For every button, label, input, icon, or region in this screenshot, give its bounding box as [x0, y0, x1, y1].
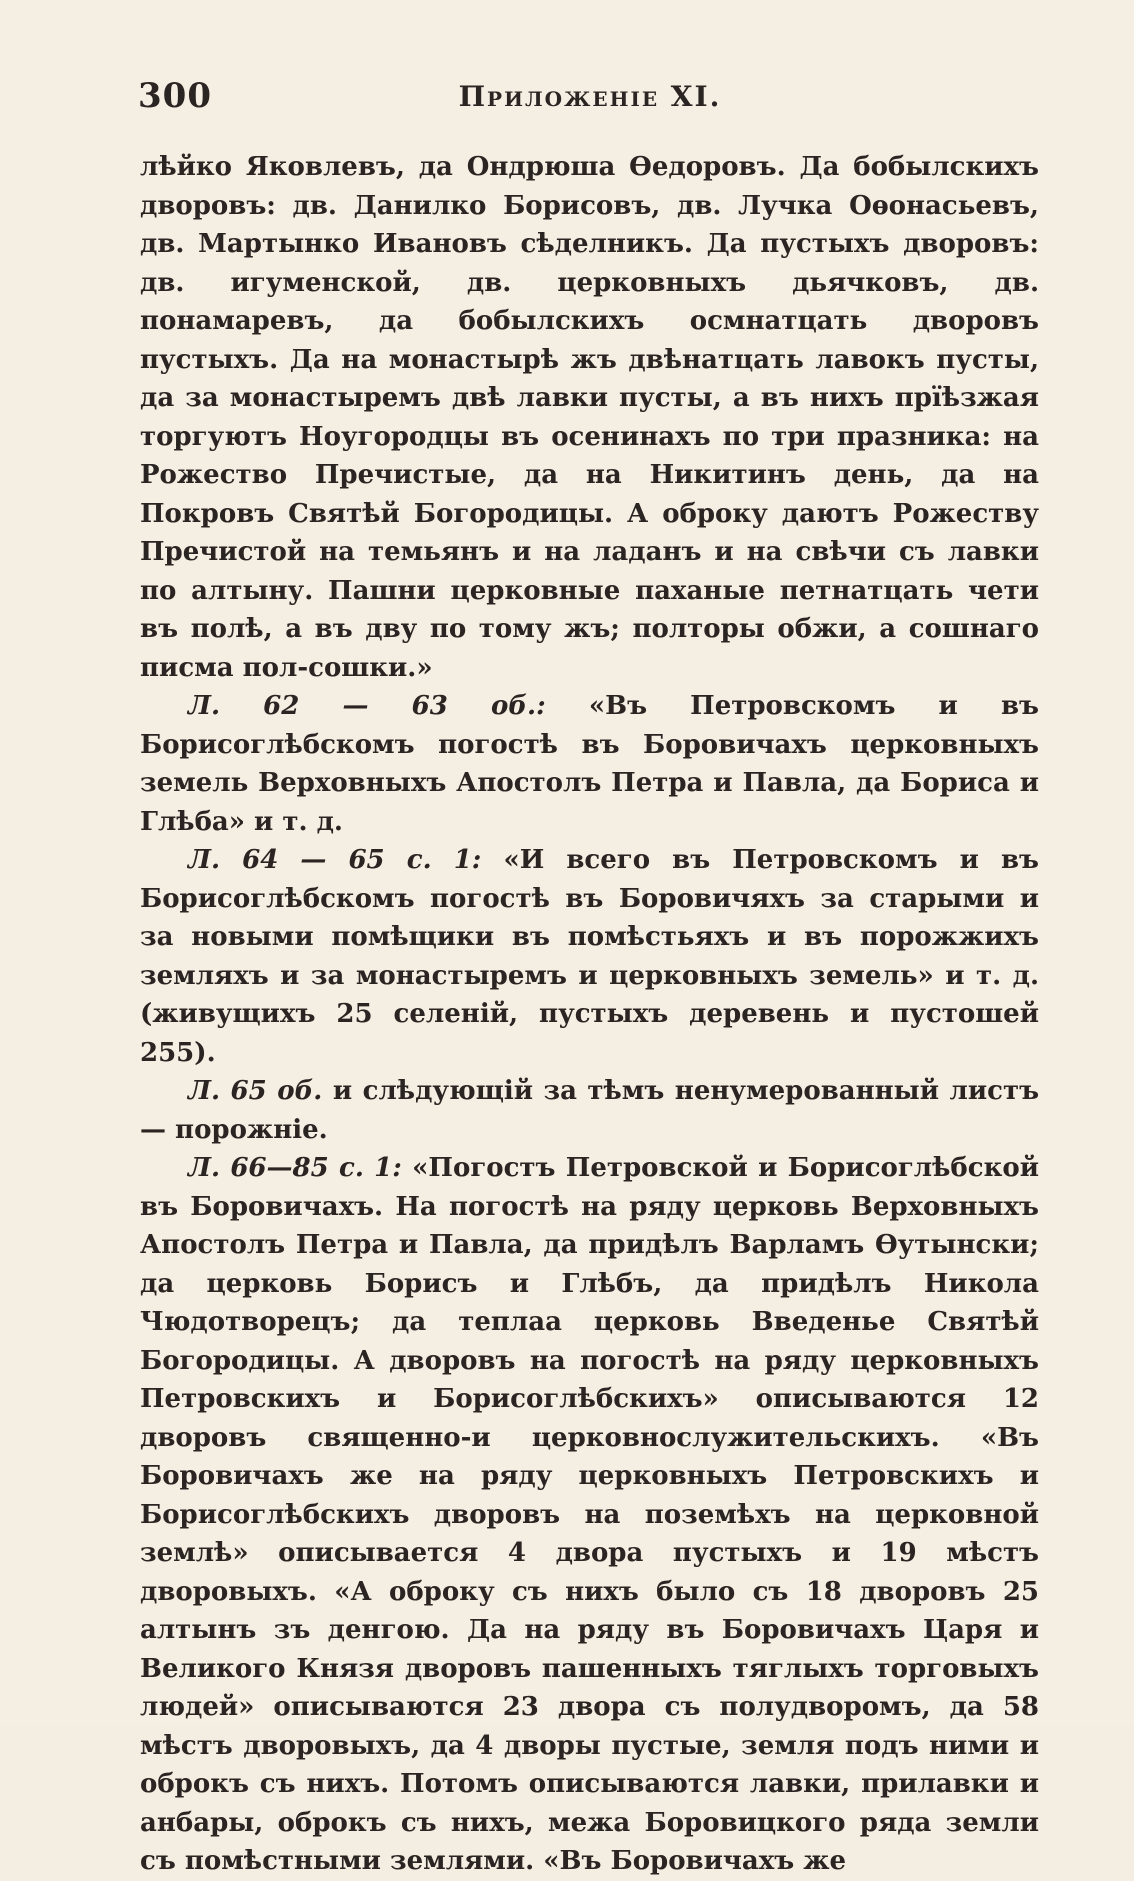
- paragraph-text: лѣйко Яковлевъ, да Ондрюша Ѳедоровъ. Да бобылскихъ дворовъ: дв. Данилко Борисовъ, дв. Лучка Оѳонасьевъ, дв. Мартынко Ивановъ сѣделникъ. Да пустыхъ дворовъ: дв. игуменской, дв. церковныхъ дьячковъ, дв. понамаревъ, да бобылскихъ осмнатцать дворовъ пустыхъ. Да на монастырѣ жъ двѣнатцать лавокъ пусты, да за монастыремъ двѣ лавки пусты, а въ нихъ прїѣзжая торгуютъ Ноугородцы въ осенинахъ по три празника: на Рожество Пречистые, да на Никитинъ день, да на Покровъ Святѣй Богородицы. А оброку даютъ Рожеству Пречистой на темьянъ и на ладанъ и на свѣчи съ лавки по алтыну. Пашни церковные паханые петнатцать чети въ полѣ, а въ дву по тому жъ; полторы обжи, а сошнаго писма пол-сошки.»: [140, 152, 1039, 683]
- paragraph-4: [140, 1072, 1039, 1149]
- folio-reference: Л. 66—85 с. 1:: [188, 1153, 402, 1183]
- paragraph-text: и слѣдующій за тѣмъ ненумерованный листъ — порожніе.: [140, 1076, 1040, 1145]
- paragraph-text: «Въ Петровскомъ и въ Борисоглѣбскомъ погостѣ въ Боровичахъ церковныхъ земель Верховныхъ Апостолъ Петра и Павла, да Бориса и Глѣба» и т. д.: [140, 691, 1039, 837]
- folio-reference: Л. 65 об.: [188, 1076, 323, 1106]
- paragraph-3: [140, 841, 1039, 1072]
- paragraph-5: [140, 1149, 1039, 1881]
- folio-reference: Л. 62 — 63 об.:: [188, 691, 546, 721]
- body-text: [140, 148, 1039, 1881]
- paragraph-1: [140, 148, 1039, 687]
- paragraph-text: «И всего въ Петровскомъ и въ Борисоглѣбскомъ погостѣ въ Боровичяхъ за старыми и за новыми помѣщики въ помѣстьяхъ и въ порожжихъ земляхъ и за монастыремъ и церковныхъ земель» и т. д. (живущихъ 25 селеній, пустыхъ деревень и пустошей 255).: [140, 845, 1039, 1068]
- folio-reference: Л. 64 — 65 с. 1:: [188, 845, 482, 875]
- paragraph-2: [140, 687, 1039, 841]
- running-title: Приложеніе XI.: [458, 80, 722, 113]
- paragraph-text: «Погостъ Петровской и Борисоглѣбской въ Боровичахъ. На погостѣ на ряду церковь Верховныхъ Апостолъ Петра и Павла, да придѣлъ Варламъ Ѳутынски; да церковь Борисъ и Глѣбъ, да придѣлъ Никола Чюдотворецъ; да теплаа церковь Введенье Святѣй Богородицы. А дворовъ на погостѣ на ряду церковныхъ Петровскихъ и Борисоглѣбскихъ» описываются 12 дворовъ священно-и церковнослужительскихъ. «Въ Боровичахъ же на ряду церковныхъ Петровскихъ и Борисоглѣбскихъ дворовъ на поземѣхъ на церковной землѣ» описывается 4 двора пустыхъ и 19 мѣстъ дворовыхъ. «А оброку съ нихъ было съ 18 дворовъ 25 алтынъ зъ денгою. Да на ряду въ Боровичахъ Царя и Великого Князя дворовъ пашенныхъ тяглыхъ торговыхъ людей» описываются 23 двора съ полудворомъ, да 58 мѣстъ дворовыхъ, да 4 дворы пустые, земля подъ ними и оброкъ съ нихъ. Потомъ описываются лавки, прилавки и анбары, оброкъ съ нихъ, межа Боровицкого ряда земли съ помѣстными землями. «Въ Боровичахъ же: [140, 1153, 1039, 1876]
- page-number: 300: [138, 76, 212, 116]
- page-header: [138, 76, 1042, 124]
